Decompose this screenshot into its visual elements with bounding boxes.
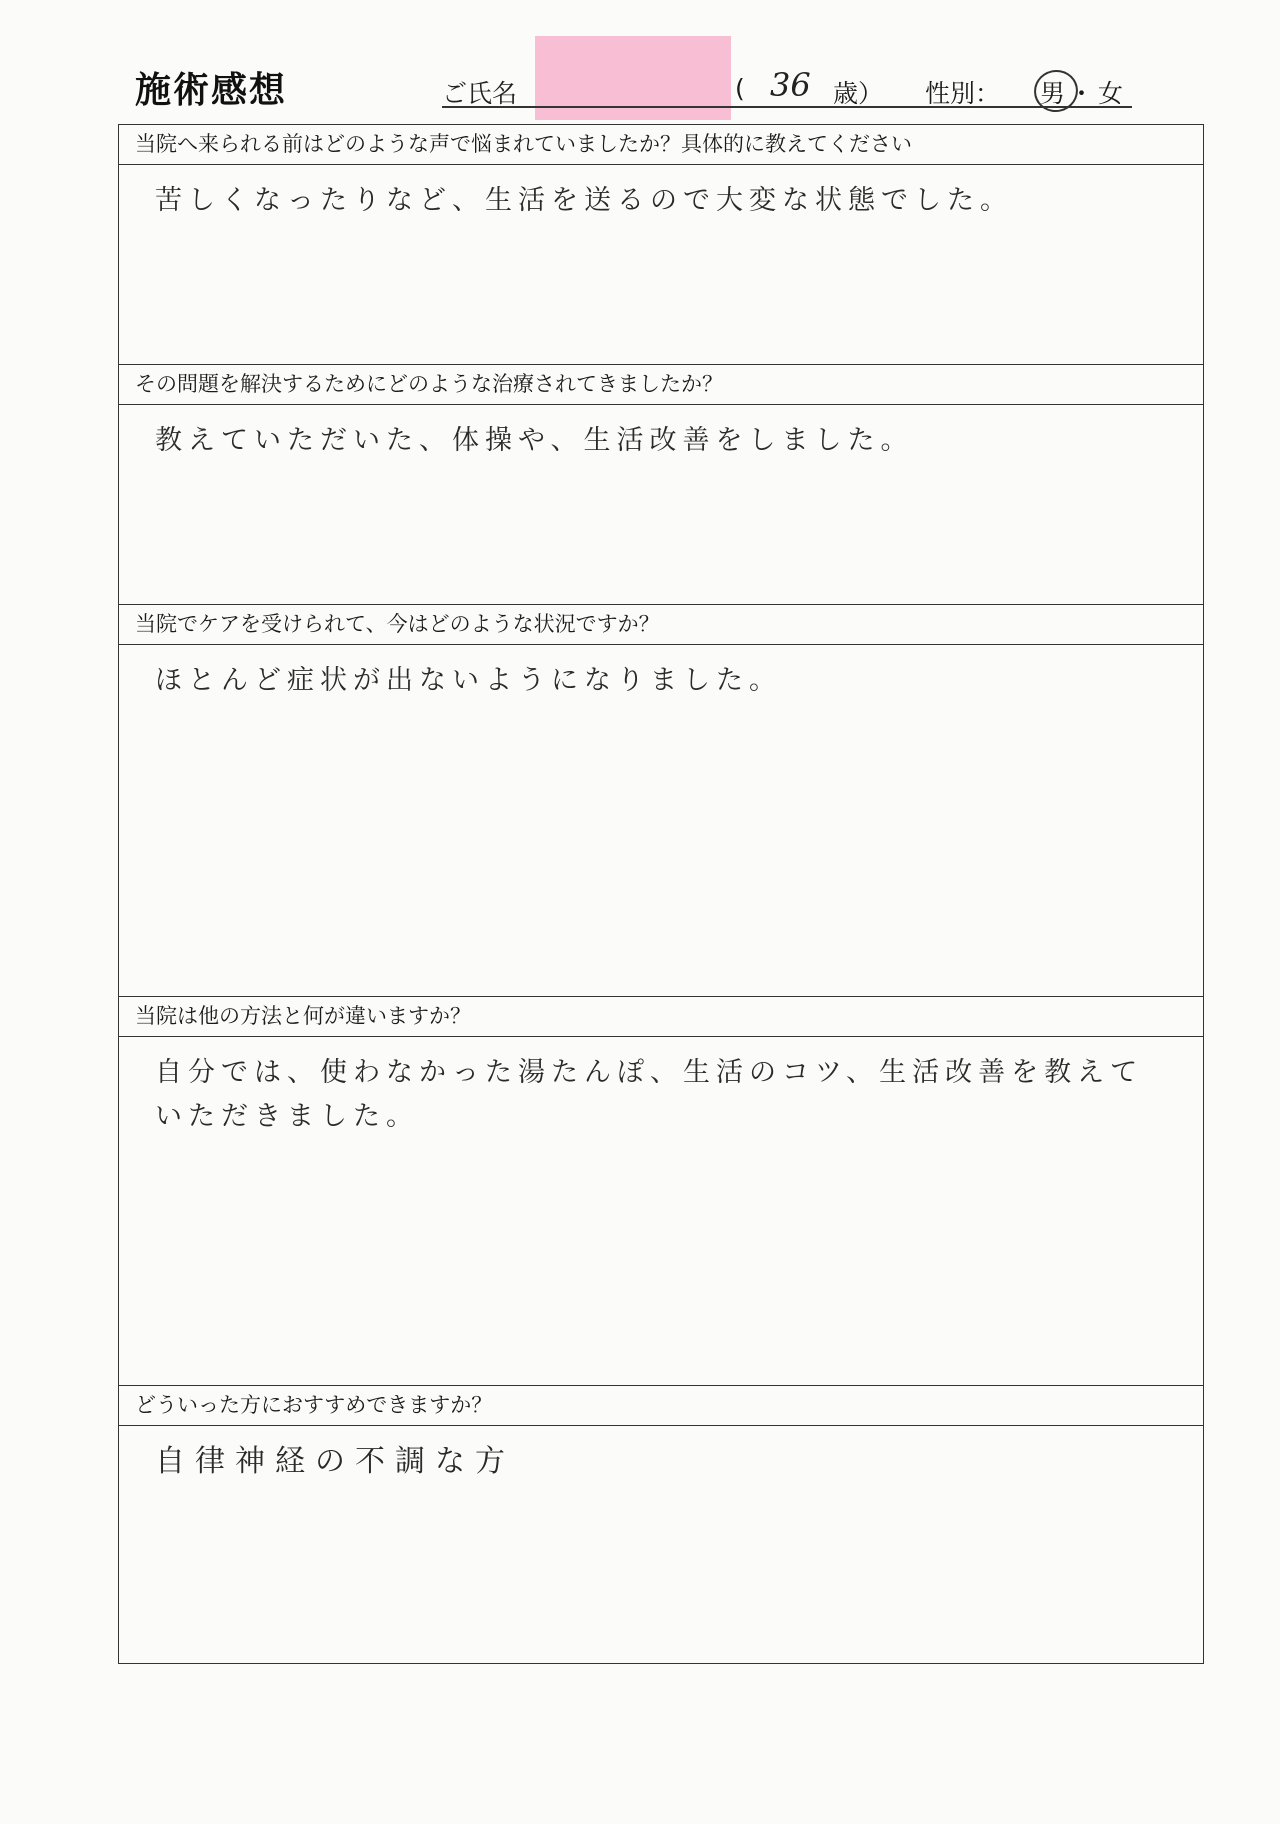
answer-past-treatment: 教えていただいた、体操や、生活改善をしました。	[155, 425, 914, 456]
answer-current-condition: ほとんど症状が出ないようになりました。	[155, 665, 782, 696]
name-underline	[442, 106, 1132, 108]
form-frame	[118, 124, 1204, 1664]
age-value: 36	[770, 66, 811, 104]
answer-difference: 自分では、使わなかった湯たんぽ、生活のコツ、生活改善を教えていただきました。	[155, 1057, 1144, 1132]
answer-before-visit: 苦しくなったりなど、生活を送るので大変な状態でした。	[155, 185, 1013, 216]
form-title: 施術感想	[135, 70, 288, 111]
answer-recommendation: 自律神経の不調な方	[155, 1444, 515, 1479]
section-recommendation	[119, 1385, 1203, 1663]
section-before-visit	[119, 125, 1203, 364]
question-difference: 当院は他の方法と何が違いますか？	[119, 997, 1203, 1037]
question-past-treatment: その問題を解決するためにどのような治療されてきましたか？	[119, 365, 1203, 405]
name-label: ご氏名	[442, 79, 518, 108]
question-recommendation: どういった方におすすめできますか？	[119, 1386, 1203, 1426]
age-label: 歳）	[833, 79, 884, 108]
gender-options: 男・女	[1040, 79, 1128, 108]
question-before-visit: 当院へ来られる前はどのような声で悩まれていましたか？具体的に教えてください	[119, 125, 1203, 165]
age-paren-open: (	[735, 74, 745, 103]
question-current-condition: 当院でケアを受けられて、今はどのような状況ですか？	[119, 605, 1203, 645]
section-difference	[119, 996, 1203, 1385]
section-current-condition	[119, 604, 1203, 996]
section-past-treatment	[119, 364, 1203, 604]
gender-label: 性別：	[925, 79, 1001, 108]
